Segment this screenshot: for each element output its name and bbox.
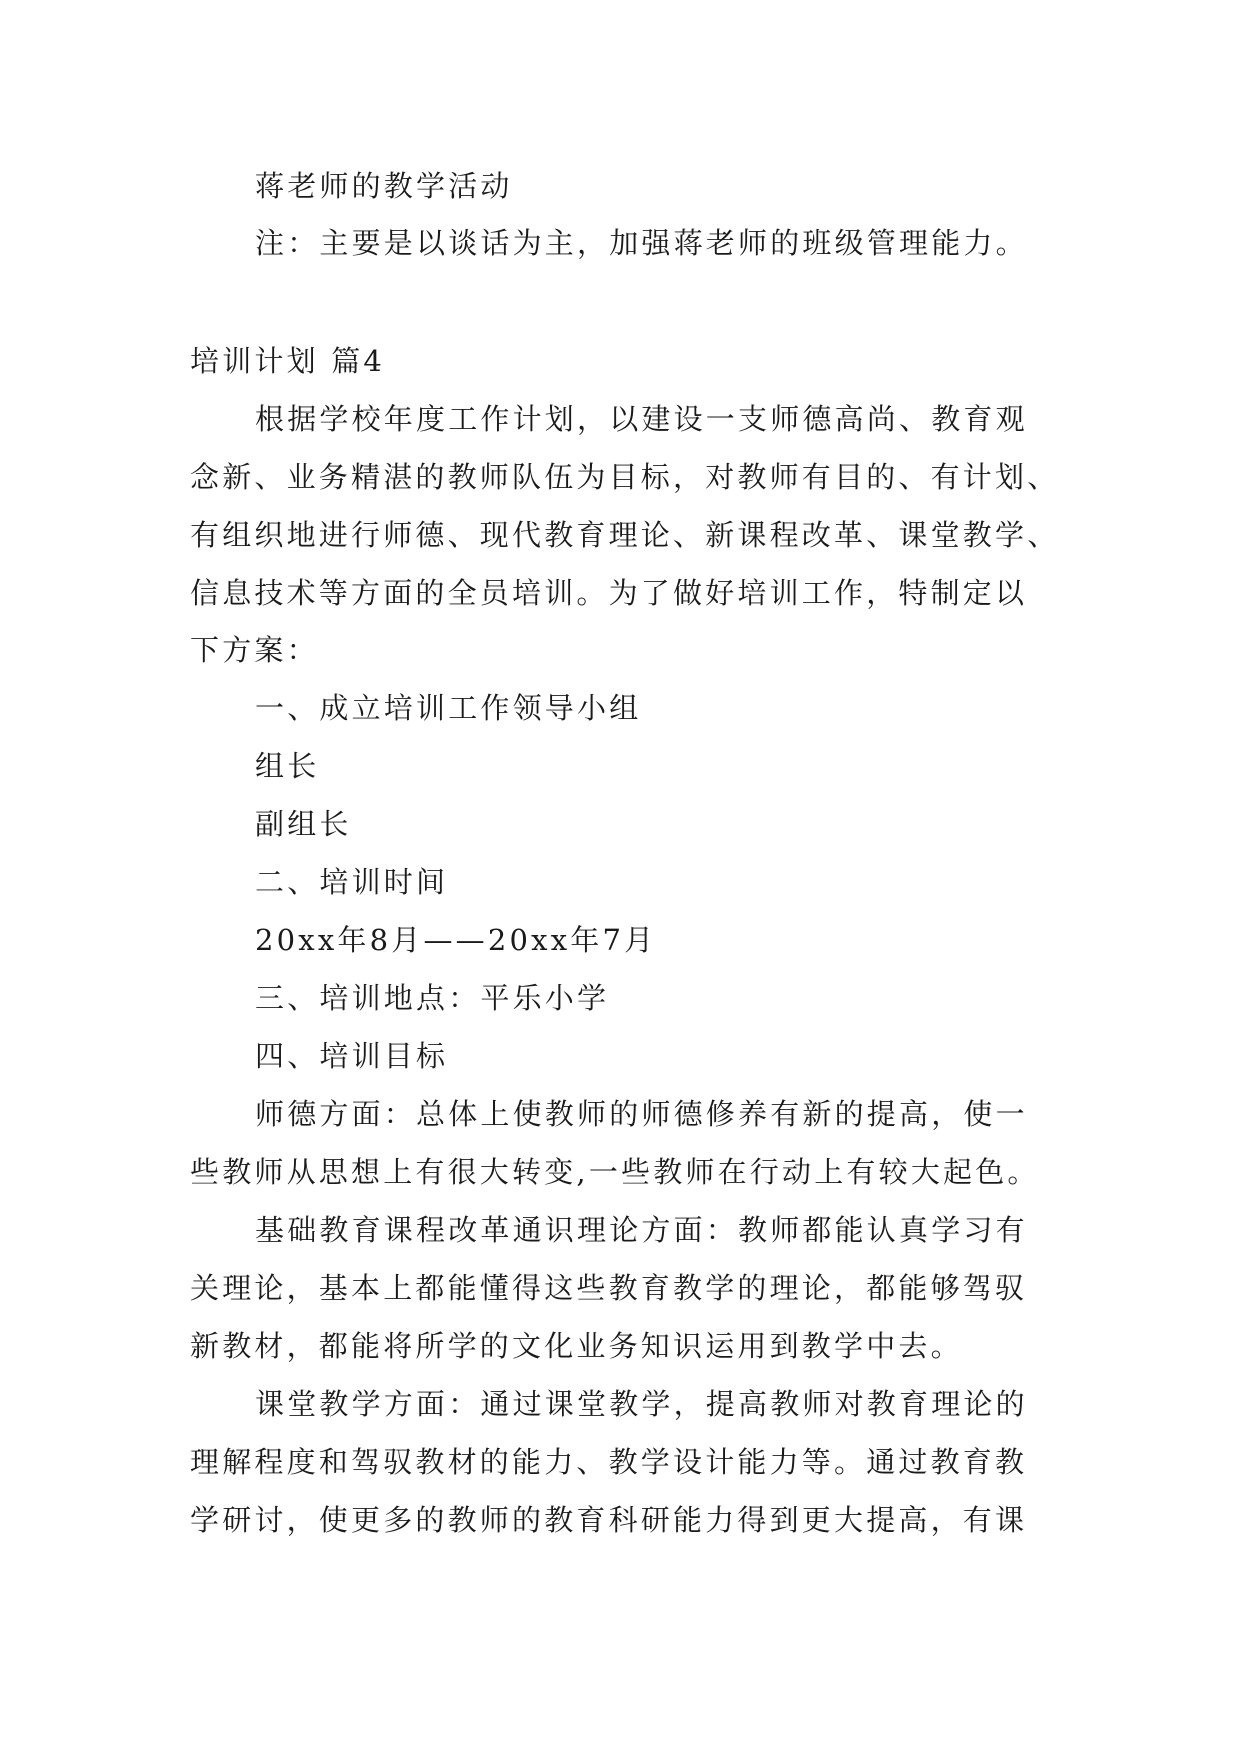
paragraph-line: 理解程度和驾驭教材的能力、教学设计能力等。通过教育教 <box>190 1445 1028 1479</box>
note-line: 注：主要是以谈话为主，加强蒋老师的班级管理能力。 <box>255 226 1028 260</box>
paragraph-line: 师德方面：总体上使教师的师德修养有新的提高，使一 <box>255 1097 1028 1131</box>
paragraph-line: 课堂教学方面：通过课堂教学，提高教师对教育理论的 <box>255 1387 1028 1421</box>
paragraph-line: 信息技术等方面的全员培训。为了做好培训工作，特制定以 <box>190 576 1028 610</box>
heading-line: 四、培训目标 <box>255 1039 449 1073</box>
paragraph-line: 基础教育课程改革通识理论方面：教师都能认真学习有 <box>255 1213 1028 1247</box>
text-line: 副组长 <box>255 807 352 841</box>
paragraph-line: 关理论，基本上都能懂得这些教育教学的理论，都能够驾驭 <box>190 1271 1028 1305</box>
paragraph-line: 念新、业务精湛的教师队伍为目标，对教师有目的、有计划、 <box>190 460 1060 494</box>
paragraph-line: 些教师从思想上有很大转变,一些教师在行动上有较大起色。 <box>190 1155 1040 1189</box>
paragraph-line: 根据学校年度工作计划，以建设一支师德高尚、教育观 <box>255 402 1028 436</box>
heading-line: 一、成立培训工作领导小组 <box>255 691 642 725</box>
text-line: 蒋老师的教学活动 <box>255 169 513 203</box>
text-line: 组长 <box>255 749 320 783</box>
paragraph-line: 学研讨，使更多的教师的教育科研能力得到更大提高，有课 <box>190 1503 1028 1537</box>
paragraph-line: 有组织地进行师德、现代教育理论、新课程改革、课堂教学、 <box>190 518 1060 552</box>
date-range-line: 20xx年8月——20xx年7月 <box>255 923 657 957</box>
heading-line: 三、培训地点：平乐小学 <box>255 981 610 1015</box>
paragraph-line: 下方案： <box>190 633 319 667</box>
heading-line: 二、培训时间 <box>255 865 449 899</box>
paragraph-line: 新教材，都能将所学的文化业务知识运用到教学中去。 <box>190 1329 963 1363</box>
section-title: 培训计划 篇4 <box>190 344 386 378</box>
